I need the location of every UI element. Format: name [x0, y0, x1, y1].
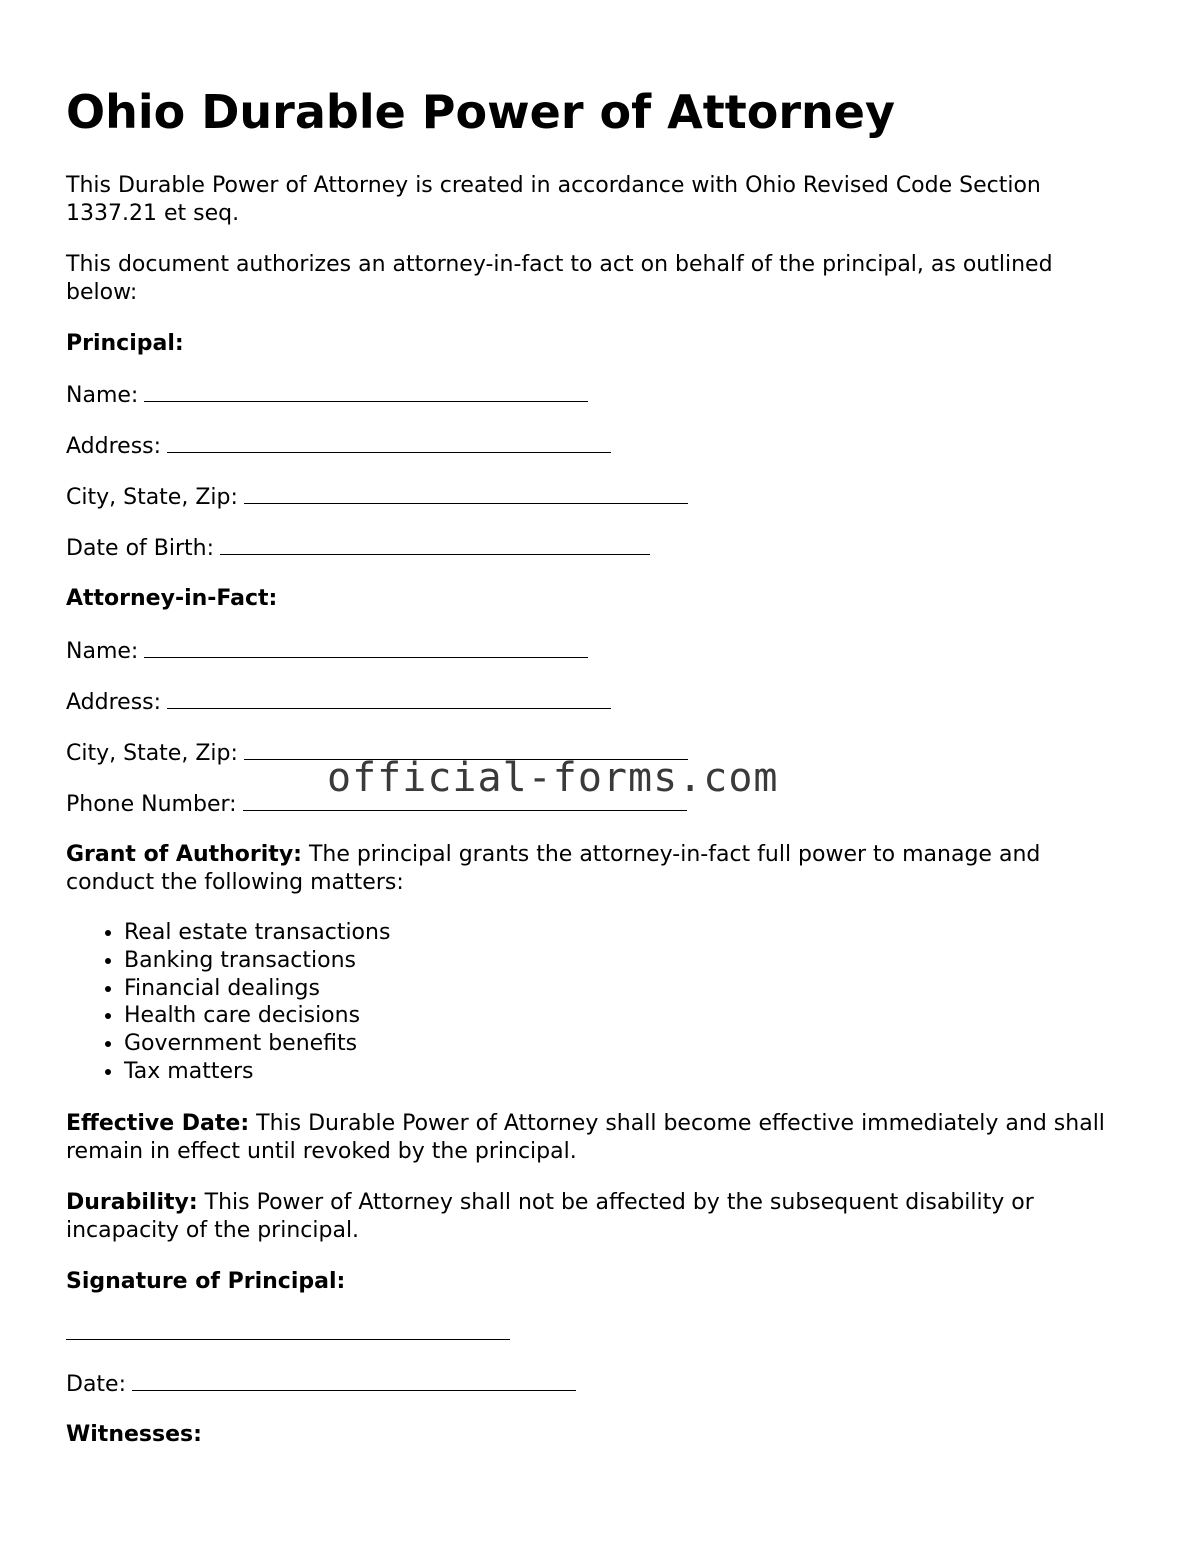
signature-date-field[interactable] [132, 1370, 576, 1391]
intro-paragraph-1: This Durable Power of Attorney is created in accordance with Ohio Revised Code Section 1337.21 et seq. [66, 173, 1041, 226]
attorney-address-field[interactable] [167, 688, 611, 709]
principal-dob-field[interactable] [220, 534, 650, 555]
attorney-name-label: Name: [66, 639, 139, 664]
principal-name-row [66, 381, 588, 410]
effective-paragraph [66, 1110, 1126, 1166]
durability-heading: Durability: [66, 1190, 198, 1215]
durability-paragraph [66, 1189, 1126, 1245]
principal-city-label: City, State, Zip: [66, 485, 238, 510]
principal-address-label: Address: [66, 434, 162, 459]
signature-date-row [66, 1370, 576, 1399]
intro-paragraph-2: This document authorizes an attorney-in-fact to act on behalf of the principal, as outlined below: [66, 252, 1053, 305]
list-item: • Real estate transactions [124, 919, 390, 947]
grant-heading: Grant of Authority: [66, 842, 302, 867]
document-title: Ohio Durable Power of Attorney [66, 85, 895, 139]
signature-heading: Signature of Principal: [66, 1269, 346, 1294]
effective-text: This Durable Power of Attorney shall become effective immediately and shall remain in effect until revoked by the principal. [66, 1111, 1105, 1164]
list-item: • Banking transactions [124, 947, 390, 975]
list-item: • Financial dealings [124, 975, 390, 1003]
principal-dob-row [66, 534, 650, 563]
signature-field[interactable] [66, 1319, 510, 1340]
principal-name-label: Name: [66, 383, 139, 408]
signature-date-label: Date: [66, 1372, 126, 1397]
attorney-heading: Attorney-in-Fact: [66, 586, 278, 611]
list-item: • Health care decisions [124, 1002, 390, 1030]
durability-text: This Power of Attorney shall not be affected by the subsequent disability or incapacity of the principal. [66, 1190, 1034, 1243]
attorney-phone-label: Phone Number: [66, 792, 237, 817]
principal-address-field[interactable] [167, 432, 611, 453]
attorney-name-field[interactable] [144, 637, 588, 658]
principal-name-field[interactable] [144, 381, 588, 402]
witnesses-heading: Witnesses: [66, 1422, 202, 1447]
attorney-address-row [66, 688, 611, 717]
list-item: • Tax matters [124, 1058, 390, 1086]
attorney-city-label: City, State, Zip: [66, 741, 238, 766]
principal-dob-label: Date of Birth: [66, 536, 215, 561]
attorney-address-label: Address: [66, 690, 162, 715]
powers-list [66, 919, 390, 1086]
effective-heading: Effective Date: [66, 1111, 250, 1136]
principal-city-row [66, 483, 688, 512]
grant-paragraph [66, 841, 1126, 897]
principal-city-field[interactable] [244, 483, 688, 504]
principal-address-row [66, 432, 611, 461]
signature-row [66, 1319, 510, 1348]
watermark: official-forms.com [327, 755, 779, 801]
grant-text: The principal grants the attorney-in-fact full power to manage and conduct the following matters: [66, 842, 1041, 895]
list-item: • Government benefits [124, 1030, 390, 1058]
principal-heading: Principal: [66, 331, 184, 356]
attorney-name-row [66, 637, 588, 666]
